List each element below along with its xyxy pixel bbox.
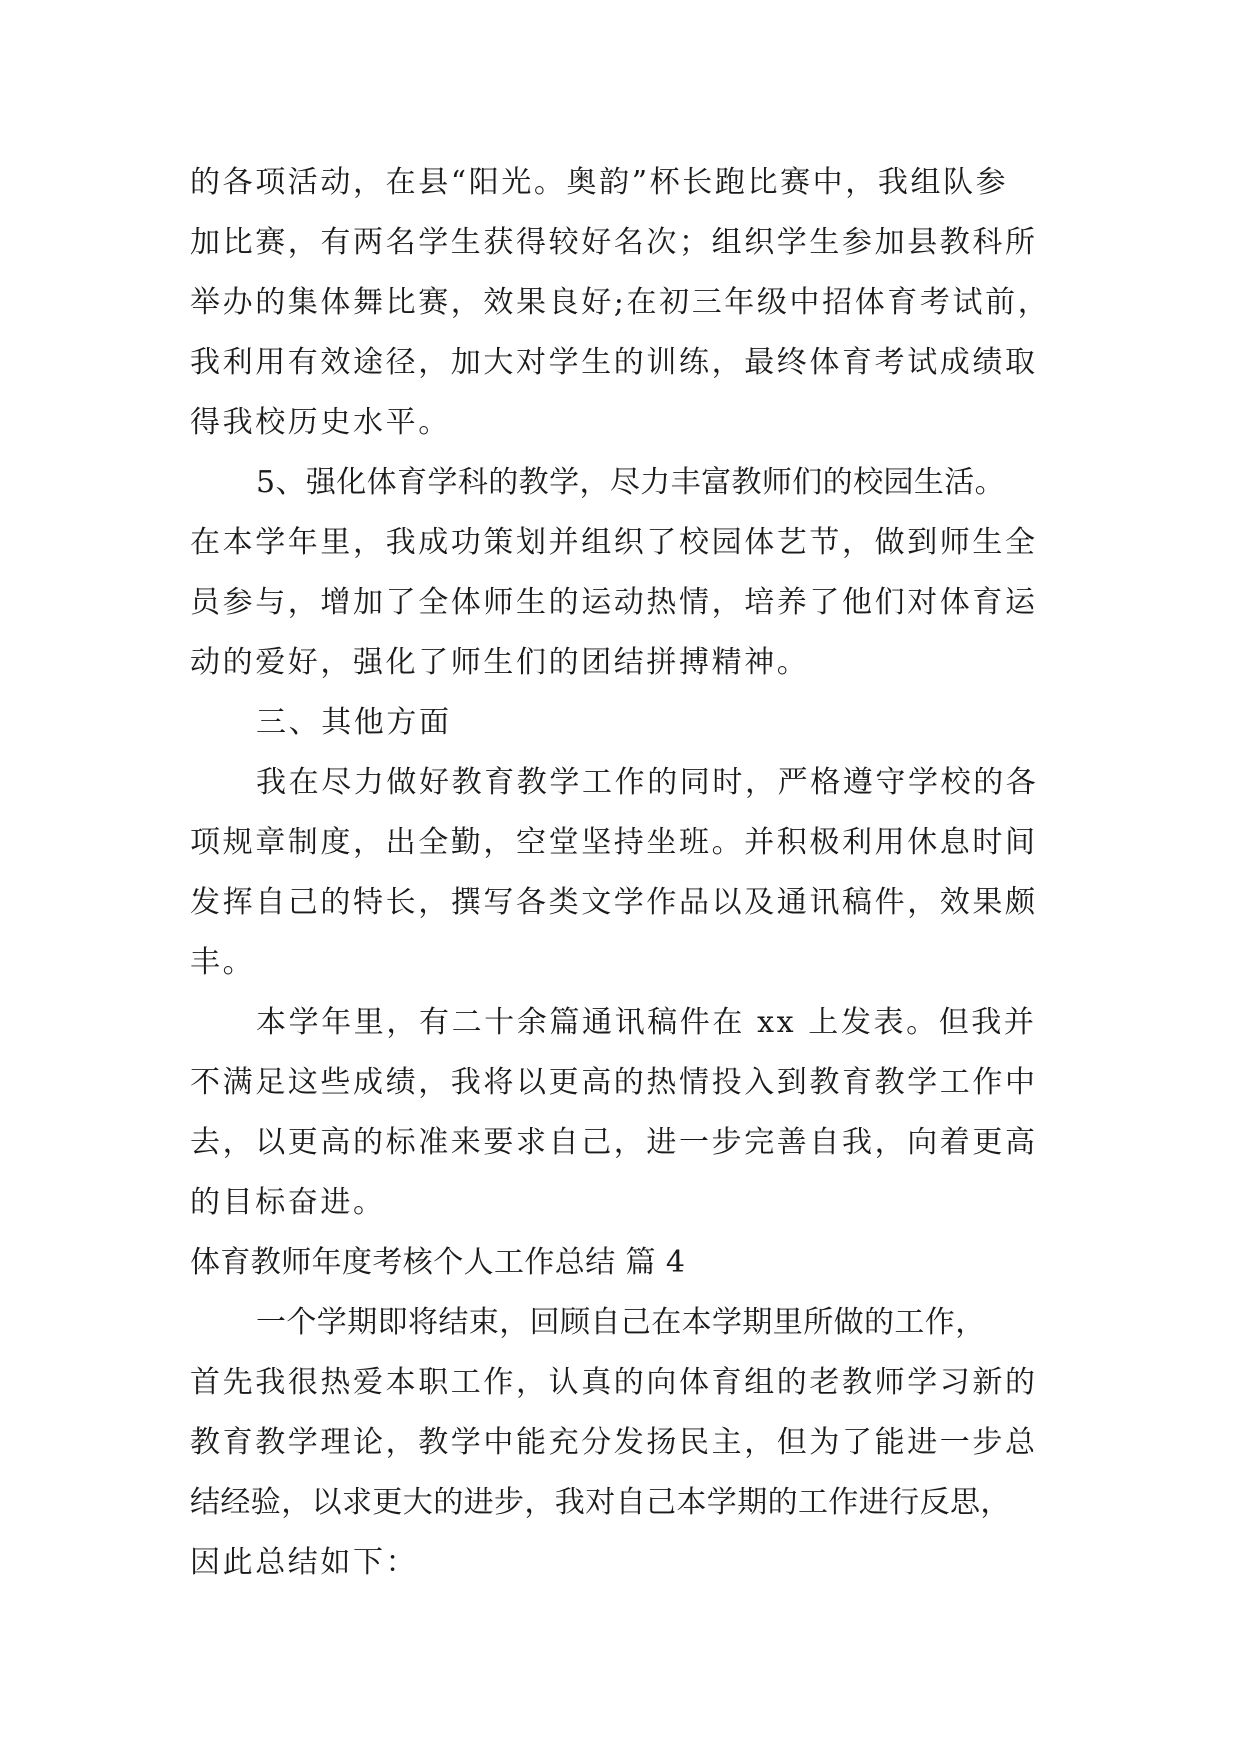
text-line: 教育教学理论，教学中能充分发扬民主，但为了能进一步总	[190, 1425, 1038, 1460]
text-line: 不满足这些成绩，我将以更高的热情投入到教育教学工作中	[190, 1065, 1038, 1100]
text-line: 我利用有效途径，加大对学生的训练，最终体育考试成绩取	[190, 345, 1038, 380]
text-line: 举办的集体舞比赛，效果良好;在初三年级中招体育考试前，	[190, 285, 1051, 320]
text-line: 5、强化体育学科的教学，尽力丰富教师们的校园生活。	[256, 465, 1006, 500]
text-line: 去，以更高的标准来要求自己，进一步完善自我，向着更高	[190, 1125, 1038, 1160]
text-line: 的各项活动，在县“阳光。奥韵”杯长跑比赛中，我组队参	[190, 165, 1009, 200]
text-line: 结经验，以求更大的进步，我对自己本学期的工作进行反思，	[190, 1485, 1011, 1520]
article-title: 体育教师年度考核个人工作总结 篇 4	[190, 1245, 686, 1280]
text-line: 一个学期即将结束，回顾自己在本学期里所做的工作，	[256, 1305, 986, 1340]
text-line: 得我校历史水平。	[190, 405, 451, 440]
text-line: 在本学年里，我成功策划并组织了校园体艺节，做到师生全	[190, 525, 1038, 560]
text-line: 本学年里，有二十余篇通讯稿件在 xx 上发表。但我并	[256, 1005, 1037, 1040]
text-line: 发挥自己的特长，撰写各类文学作品以及通讯稿件，效果颇	[190, 885, 1038, 920]
text-line: 员参与，增加了全体师生的运动热情，培养了他们对体育运	[190, 585, 1038, 620]
text-line: 的目标奋进。	[190, 1185, 386, 1220]
document-body	[190, 153, 1070, 1593]
text-line: 加比赛，有两名学生获得较好名次；组织学生参加县教科所	[190, 225, 1038, 260]
text-line: 我在尽力做好教育教学工作的同时，严格遵守学校的各	[256, 765, 1039, 800]
text-line: 首先我很热爱本职工作，认真的向体育组的老教师学习新的	[190, 1365, 1038, 1400]
text-line: 项规章制度，出全勤，空堂坚持坐班。并积极利用休息时间	[190, 825, 1038, 860]
text-line: 因此总结如下：	[190, 1545, 419, 1580]
text-line: 丰。	[190, 945, 256, 980]
section-heading: 三、其他方面	[256, 705, 452, 740]
text-line: 动的爱好，强化了师生们的团结拼搏精神。	[190, 645, 810, 680]
